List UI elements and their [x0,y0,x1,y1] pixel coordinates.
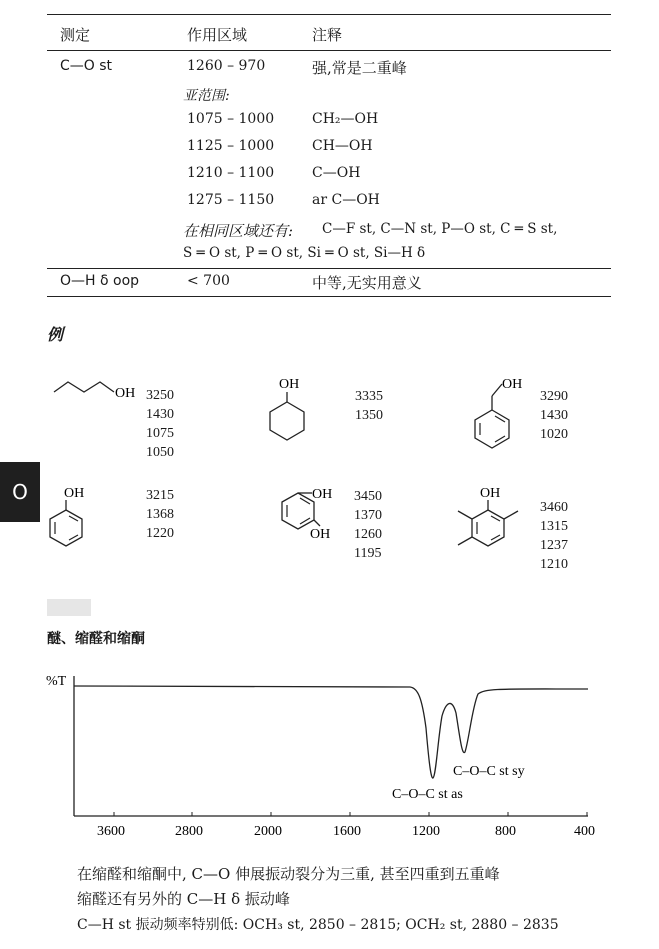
table-bottom-rule [47,296,611,297]
sub-range-4: 1275 – 1150 [187,192,275,208]
spectrum-ylabel: %T [46,674,67,689]
x-tick-label: 1200 [412,824,440,839]
same-region-line2: S ═ O st, P ═ O st, Si ═ O st, Si—H δ [183,245,426,261]
section-side-tab: O [0,462,40,522]
annotation-sym: C–O–C st sy [453,764,525,779]
sub-range-1: 1075 – 1000 [187,111,275,127]
ir-spectrum [40,668,600,843]
trimethylphenol-structure [448,482,538,572]
paragraph-3: C—H st 振动频率特别低: OCH₃ st, 2850 – 2815; OCH₂ st, 2880 – 2835 [77,917,559,933]
mol2-values: 3335 1350 [355,389,383,423]
mol6-values: 3460 1315 1237 1210 [540,500,568,572]
annotation-asym: C–O–C st as [392,787,463,802]
x-tick-label: 2000 [254,824,282,839]
x-tick-label: 2800 [175,824,203,839]
svg-text:OH: OH [480,486,501,501]
row-note-oh: 中等,无实用意义 [312,274,422,292]
sub-note-3: C—OH [312,165,361,181]
table-header-rule [47,50,611,51]
row-assign-co-st: C—O st [60,58,113,74]
x-tick-label: 400 [574,824,595,839]
molecule-label: OH [115,386,136,401]
same-region-line1: C—F st, C—N st, P—O st, C ═ S st, [322,221,558,237]
table-lastrow-rule [47,268,611,269]
svg-text:OH: OH [312,487,333,502]
section-title: 醚、缩醛和缩酮 [47,631,145,647]
svg-text:OH: OH [279,377,300,392]
mol5-values: 3450 1370 1260 1195 [354,489,382,561]
cyclohexanol-structure [258,372,328,444]
mol3-values: 3290 1430 1020 [540,389,568,442]
butanol-structure [52,372,142,412]
header-range: 作用区域 [187,26,248,44]
svg-text:OH: OH [310,527,331,542]
x-tick-label: 1600 [333,824,361,839]
table-top-rule [47,14,611,15]
row-range-main: 1260 – 970 [187,58,266,74]
paragraph-1: 在缩醛和缩酮中, C—O 伸展振动裂分为三重, 甚至四重到五重峰 [77,865,500,883]
redacted-block [47,599,91,616]
x-tick-label: 3600 [97,824,125,839]
svg-text:OH: OH [502,377,523,392]
sub-range-label: 亚范围: [183,88,230,104]
catechol-structure [262,482,342,554]
phenol-structure [44,482,104,554]
x-tick-label: 800 [495,824,516,839]
benzyl-alcohol-structure [460,372,540,452]
mol1-values: 3250 1430 1075 1050 [146,388,174,460]
row-range-oh: < 700 [187,273,230,289]
row-assign-oh-oop: O—H δ oop [60,273,140,289]
sub-note-4: ar C—OH [312,192,380,208]
example-label: 例 [47,325,64,344]
header-note: 注释 [312,26,343,44]
row-note-main: 强,常是二重峰 [312,59,407,77]
sub-range-2: 1125 – 1000 [187,138,275,154]
paragraph-2: 缩醛还有另外的 C—H δ 振动峰 [77,890,290,908]
svg-text:OH: OH [64,486,85,501]
same-region-label: 在相同区域还有: [183,222,294,240]
sub-note-1: CH₂—OH [312,111,379,127]
header-assignment: 测定 [60,26,91,44]
mol4-values: 3215 1368 1220 [146,488,174,541]
sub-note-2: CH—OH [312,138,373,154]
sub-range-3: 1210 – 1100 [187,165,275,181]
